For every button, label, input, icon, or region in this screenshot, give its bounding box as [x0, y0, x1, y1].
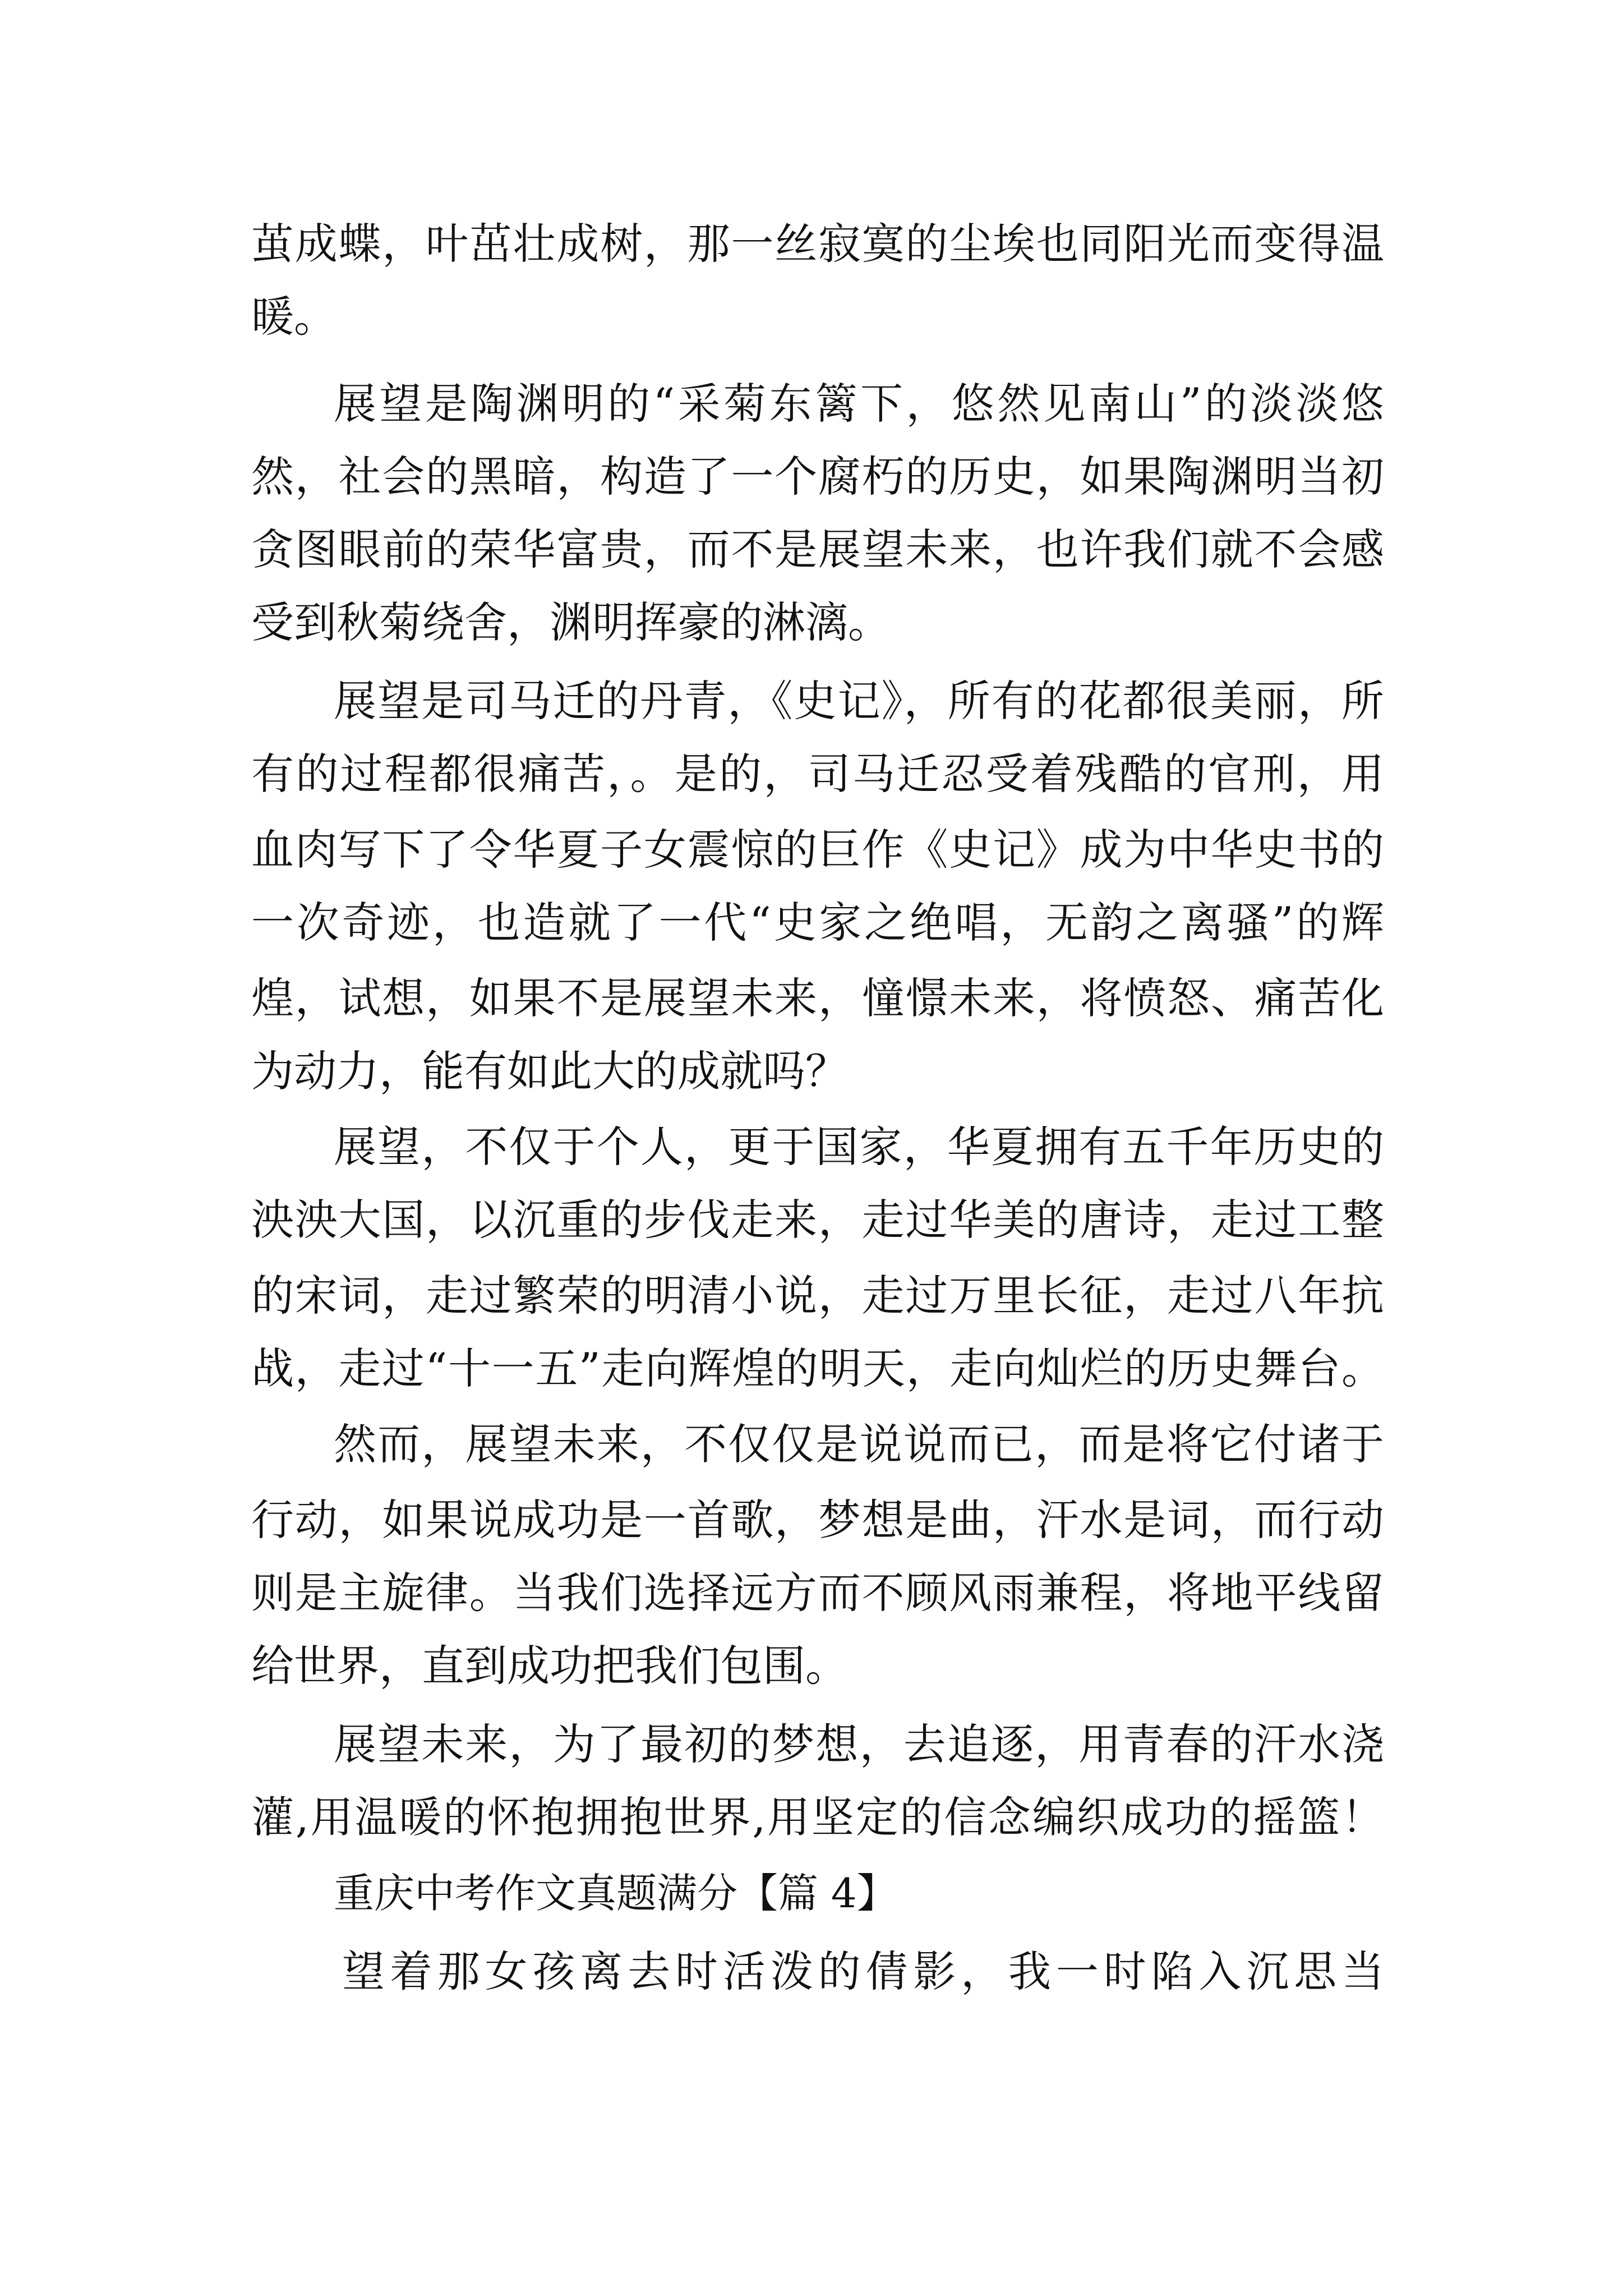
text-line: 展望是司马迁的丹青，《史记》，所有的花都很美丽，所	[334, 676, 1384, 726]
text-line: 煌，试想，如果不是展望未来，憧憬未来，将愤怒、痛苦化	[251, 973, 1384, 1023]
text-line: 受到秋菊绕舍，渊明挥豪的淋漓。	[251, 597, 891, 647]
text-line: 行动，如果说成功是一首歌，梦想是曲，汗水是词，而行动	[251, 1495, 1384, 1545]
text-line: 然而，展望未来，不仅仅是说说而已，而是将它付诸于	[334, 1419, 1384, 1469]
text-line: 展望是陶渊明的“采菊东篱下，悠然见南山”的淡淡悠	[334, 379, 1384, 429]
text-line: 暖。	[251, 292, 336, 342]
text-line: 灌,用温暖的怀抱拥抱世界,用坚定的信念编织成功的摇篮！	[251, 1792, 1384, 1842]
text-line: 泱泱大国，以沉重的步伐走来，走过华美的唐诗，走过工整	[251, 1195, 1384, 1245]
text-line: 望着那女孩离去时活泼的倩影，我一时陷入沉思当	[342, 1947, 1384, 1996]
section-heading: 重庆中考作文真题满分【篇 4】	[334, 1870, 897, 1917]
text-line: 茧成蝶，叶茁壮成树，那一丝寂寞的尘埃也同阳光而变得温	[251, 219, 1384, 269]
text-line: 的宋词，走过繁荣的明清小说，走过万里长征，走过八年抗	[251, 1271, 1384, 1320]
text-line: 展望，不仅于个人，更于国家，华夏拥有五千年历史的	[334, 1122, 1384, 1172]
text-line: 为动力，能有如此大的成就吗？	[251, 1046, 848, 1096]
text-line: 有的过程都很痛苦，。是的，司马迁忍受着残酷的官刑，用	[251, 749, 1384, 799]
text-line: 战，走过“十一五”走向辉煌的明天，走向灿烂的历史舞台。	[251, 1343, 1384, 1393]
text-line: 一次奇迹，也造就了一代“史家之绝唱，无韵之离骚”的辉	[251, 898, 1384, 947]
text-line: 血肉写下了令华夏子女震惊的巨作《史记》成为中华史书的	[251, 825, 1384, 875]
text-line: 然，社会的黑暗，构造了一个腐朽的历史，如果陶渊明当初	[251, 452, 1384, 501]
text-line: 则是主旋律。当我们选择远方而不顾风雨兼程，将地平线留	[251, 1568, 1384, 1618]
text-line: 给世界，直到成功把我们包围。	[251, 1641, 848, 1691]
text-line: 展望未来，为了最初的梦想，去追逐，用青春的汗水浇	[334, 1719, 1384, 1769]
text-line: 贪图眼前的荣华富贵，而不是展望未来，也许我们就不会感	[251, 524, 1384, 574]
